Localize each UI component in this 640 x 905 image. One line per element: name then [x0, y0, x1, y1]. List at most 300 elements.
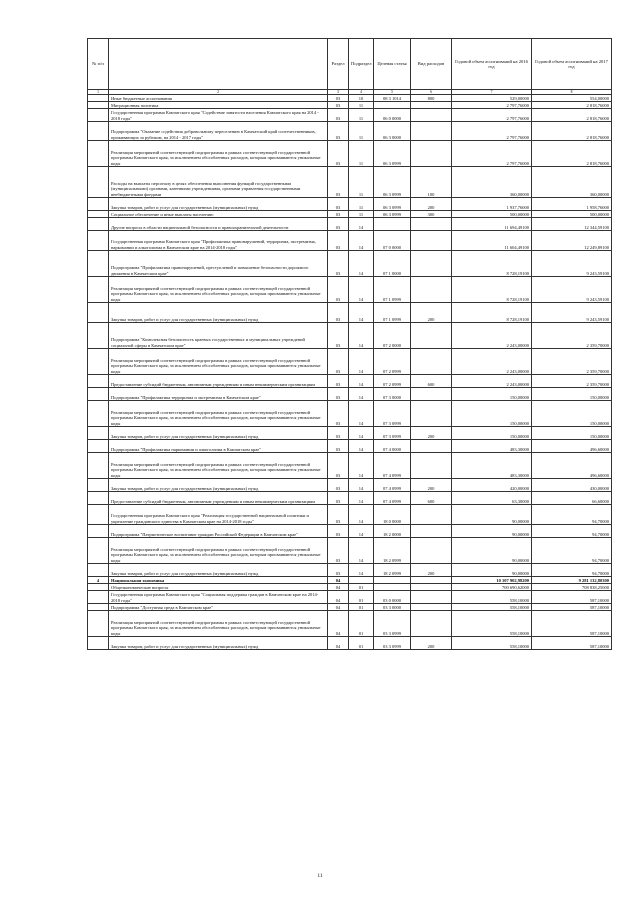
row-target-article-cell: 07 1 0999 [374, 277, 411, 303]
row-amount-2017-cell: 9 281 132,80300 [532, 577, 612, 584]
row-name-cell: Подпрограмма "Комплексная безопасность краевых государственных и муниципальных учреждений социальной сферы в Камчатском крае" [109, 323, 328, 349]
row-amount-2016-cell: 558,10000 [452, 637, 532, 650]
row-subsection-cell: 14 [349, 375, 374, 388]
row-target-article-cell: 06 3 0999 [374, 198, 411, 211]
row-number-cell [88, 95, 109, 102]
row-name-cell: Подпрограмма "Доступная среда в Камчатском крае" [109, 604, 328, 611]
row-subsection-cell: 14 [349, 525, 374, 538]
row-expense-type-cell: 200 [411, 303, 452, 323]
row-section-cell: 03 [328, 401, 349, 427]
table-row [88, 591, 612, 604]
row-subsection-cell: 14 [349, 303, 374, 323]
row-amount-2017-cell: 587,10000 [532, 637, 612, 650]
row-subsection-cell: 11 [349, 102, 374, 109]
table-row [88, 564, 612, 577]
row-amount-2017-cell: 94,70000 [532, 505, 612, 525]
row-amount-2017-cell: 66,60000 [532, 492, 612, 505]
header-cell-expense-type: Вид расходов [411, 39, 452, 90]
row-amount-2016-cell: 2 797,76000 [452, 102, 532, 109]
table-row [88, 95, 612, 102]
row-amount-2017-cell: 2 818,76000 [532, 102, 612, 109]
row-expense-type-cell [411, 122, 452, 141]
row-name-cell: Подпрограмма "Оказание содействия добровольному переселению в Камчатский край соотечественников, проживающих за рубежом, на 2014 - 2017 годы" [109, 122, 328, 141]
row-amount-2016-cell: 529,00000 [452, 95, 532, 102]
row-amount-2017-cell: 9 243,59100 [532, 277, 612, 303]
table-row [88, 141, 612, 167]
row-name-cell: Реализация мероприятий соответствующей подпрограммы в рамках соответствующей государственной программы Камчатского края, за исключением обособленных расходов, которым присваиваются уникальные коды [109, 453, 328, 479]
row-expense-type-cell [411, 611, 452, 637]
row-amount-2016-cell: 63,30000 [452, 492, 532, 505]
row-target-article-cell: 07 3 0000 [374, 388, 411, 401]
row-subsection-cell: 11 [349, 122, 374, 141]
row-subsection-cell: 01 [349, 637, 374, 650]
row-expense-type-cell: 200 [411, 198, 452, 211]
row-target-article-cell: 03 3 0000 [374, 604, 411, 611]
row-amount-2017-cell: 2 359,70000 [532, 349, 612, 375]
row-amount-2016-cell: 90,00000 [452, 525, 532, 538]
row-number-cell [88, 479, 109, 492]
row-expense-type-cell [411, 453, 452, 479]
row-number-cell [88, 218, 109, 231]
table-row [88, 492, 612, 505]
header-cell-amount-2017: Годовой объем ассигнований на 2017 год [532, 39, 612, 90]
row-section-cell: 03 [328, 122, 349, 141]
row-subsection-cell: 14 [349, 479, 374, 492]
row-subsection-cell: 14 [349, 349, 374, 375]
budget-table [87, 38, 612, 650]
row-number-cell [88, 611, 109, 637]
row-target-article-cell: 03 3 0999 [374, 637, 411, 650]
row-amount-2016-cell: 360,00000 [452, 167, 532, 198]
row-number-cell [88, 637, 109, 650]
row-amount-2017-cell: 2 359,70000 [532, 323, 612, 349]
row-subsection-cell: 11 [349, 211, 374, 218]
table-row [88, 198, 612, 211]
table-row [88, 440, 612, 453]
row-amount-2016-cell: 11 604,49100 [452, 231, 532, 251]
row-amount-2016-cell: 10 107 902,98200 [452, 577, 532, 584]
row-name-cell: Реализация мероприятий соответствующей подпрограммы в рамках соответствующей государственной программы Камчатского края, за исключением обособленных расходов, которым присваиваются уникальные коды [109, 141, 328, 167]
row-amount-2017-cell: 500,00000 [532, 211, 612, 218]
row-subsection-cell: 14 [349, 231, 374, 251]
table-body [88, 95, 612, 650]
row-target-article-cell [374, 584, 411, 591]
row-expense-type-cell [411, 525, 452, 538]
header-cell-section: Раздел [328, 39, 349, 90]
column-index-cell: 8 [532, 90, 612, 95]
row-expense-type-cell [411, 109, 452, 122]
row-expense-type-cell: 600 [411, 492, 452, 505]
row-amount-2017-cell: 150,00000 [532, 401, 612, 427]
row-number-cell [88, 323, 109, 349]
row-section-cell: 03 [328, 564, 349, 577]
row-expense-type-cell [411, 323, 452, 349]
row-target-article-cell [374, 218, 411, 231]
row-amount-2016-cell: 2 797,76000 [452, 141, 532, 167]
row-amount-2017-cell: 587,10000 [532, 604, 612, 611]
row-amount-2017-cell: 708 838,25000 [532, 584, 612, 591]
row-section-cell: 03 [328, 427, 349, 440]
row-amount-2016-cell: 558,10000 [452, 604, 532, 611]
row-number-cell [88, 167, 109, 198]
row-subsection-cell: 14 [349, 401, 374, 427]
table-row [88, 538, 612, 564]
row-section-cell: 03 [328, 167, 349, 198]
table-row [88, 102, 612, 109]
row-name-cell: Подпрограмма "Патриотическое воспитание граждан Российской Федерации в Камчатском крае" [109, 525, 328, 538]
row-subsection-cell: 14 [349, 277, 374, 303]
row-expense-type-cell [411, 440, 452, 453]
row-expense-type-cell [411, 604, 452, 611]
row-amount-2017-cell: 496,60000 [532, 453, 612, 479]
table-row [88, 167, 612, 198]
row-amount-2017-cell: 587,10000 [532, 591, 612, 604]
table-row [88, 479, 612, 492]
row-amount-2016-cell: 150,00000 [452, 388, 532, 401]
row-subsection-cell: 14 [349, 251, 374, 277]
table-row [88, 611, 612, 637]
row-target-article-cell: 07 1 0000 [374, 251, 411, 277]
row-name-cell: Подпрограмма "Профилактика наркомании и алкоголизма в Камчатском крае" [109, 440, 328, 453]
header-row [88, 39, 612, 90]
table-row [88, 109, 612, 122]
column-index-cell: 5 [374, 90, 411, 95]
row-section-cell: 03 [328, 453, 349, 479]
row-number-cell [88, 277, 109, 303]
row-number-cell [88, 525, 109, 538]
row-name-cell: Закупка товаров, работ и услуг для государственных (муниципальных) нужд [109, 479, 328, 492]
row-name-cell: Общеэкономические вопросы [109, 584, 328, 591]
row-target-article-cell: 07 3 0999 [374, 427, 411, 440]
row-amount-2016-cell: 90,00000 [452, 538, 532, 564]
row-number-cell [88, 109, 109, 122]
row-amount-2017-cell: 150,00000 [532, 388, 612, 401]
row-amount-2016-cell: 1 937,76000 [452, 198, 532, 211]
row-target-article-cell: 07 2 0999 [374, 375, 411, 388]
row-amount-2017-cell: 12 344,59100 [532, 218, 612, 231]
row-section-cell: 03 [328, 251, 349, 277]
row-amount-2017-cell: 94,70000 [532, 525, 612, 538]
header-cell-target-article: Целевая статья [374, 39, 411, 90]
row-expense-type-cell: 200 [411, 637, 452, 650]
row-amount-2016-cell: 11 694,49100 [452, 218, 532, 231]
row-target-article-cell: 06 3 0999 [374, 167, 411, 198]
row-expense-type-cell [411, 349, 452, 375]
row-target-article-cell: 18 2 0000 [374, 525, 411, 538]
row-subsection-cell: 01 [349, 611, 374, 637]
row-amount-2017-cell: 9 243,59100 [532, 251, 612, 277]
row-expense-type-cell [411, 231, 452, 251]
row-name-cell: Государственная программа Камчатского края "Профилактика правонарушений, терроризма, экстремизма, наркомании и алкоголизма в Камчатском крае на 2014-2018 годы" [109, 231, 328, 251]
row-subsection-cell: 10 [349, 95, 374, 102]
row-amount-2017-cell: 2 818,76000 [532, 141, 612, 167]
row-name-cell: Предоставление субсидий бюджетным, автономным учреждениям и иным некоммерческим организациям [109, 375, 328, 388]
row-expense-type-cell [411, 505, 452, 525]
row-name-cell: Закупка товаров, работ и услуг для государственных (муниципальных) нужд [109, 303, 328, 323]
row-section-cell: 04 [328, 611, 349, 637]
row-amount-2017-cell: 554,00000 [532, 95, 612, 102]
row-expense-type-cell [411, 102, 452, 109]
table-row [88, 453, 612, 479]
row-name-cell: Реализация мероприятий соответствующей подпрограммы в рамках соответствующей государственной программы Камчатского края, за исключением обособленных расходов, которым присваиваются уникальные коды [109, 277, 328, 303]
row-subsection-cell: 14 [349, 218, 374, 231]
row-amount-2016-cell: 420,00000 [452, 479, 532, 492]
row-number-cell [88, 122, 109, 141]
row-expense-type-cell [411, 591, 452, 604]
row-expense-type-cell [411, 218, 452, 231]
row-subsection-cell: 11 [349, 198, 374, 211]
row-section-cell: 03 [328, 349, 349, 375]
row-amount-2017-cell: 9 243,59100 [532, 303, 612, 323]
row-section-cell: 03 [328, 538, 349, 564]
row-section-cell: 03 [328, 277, 349, 303]
row-name-cell: Реализация мероприятий соответствующей подпрограммы в рамках соответствующей государственной программы Камчатского края, за исключением обособленных расходов, которым присваиваются уникальные коды [109, 538, 328, 564]
row-section-cell: 03 [328, 525, 349, 538]
table-row [88, 303, 612, 323]
table-row [88, 577, 612, 584]
row-amount-2017-cell: 360,00000 [532, 167, 612, 198]
row-name-cell: Подпрограмма "Профилактика правонарушений, преступлений и повышение безопасности дорожного движения в Камчатском крае" [109, 251, 328, 277]
table-row [88, 323, 612, 349]
row-amount-2017-cell: 1 958,76000 [532, 198, 612, 211]
row-subsection-cell: 14 [349, 505, 374, 525]
row-amount-2016-cell: 500,00000 [452, 211, 532, 218]
row-section-cell: 03 [328, 505, 349, 525]
row-name-cell: Закупка товаров, работ и услуг для государственных (муниципальных) нужд [109, 198, 328, 211]
row-section-cell: 03 [328, 479, 349, 492]
header-cell-subsection: Подраздел [349, 39, 374, 90]
row-amount-2016-cell: 483,30000 [452, 453, 532, 479]
row-expense-type-cell [411, 584, 452, 591]
row-section-cell: 03 [328, 211, 349, 218]
row-name-cell: Реализация мероприятий соответствующей подпрограммы в рамках соответствующей государственной программы Камчатского края, за исключением обособленных расходов, которым присваиваются уникальные коды [109, 611, 328, 637]
row-amount-2016-cell: 2 797,76000 [452, 122, 532, 141]
row-target-article-cell: 08 3 1014 [374, 95, 411, 102]
row-section-cell: 03 [328, 231, 349, 251]
row-number-cell [88, 231, 109, 251]
row-amount-2017-cell: 94,70000 [532, 538, 612, 564]
row-amount-2017-cell: 496,60000 [532, 440, 612, 453]
row-number-cell [88, 604, 109, 611]
row-expense-type-cell [411, 141, 452, 167]
row-section-cell: 04 [328, 637, 349, 650]
row-number-cell [88, 440, 109, 453]
row-target-article-cell: 07 4 0999 [374, 479, 411, 492]
row-amount-2017-cell: 587,10000 [532, 611, 612, 637]
row-target-article-cell: 06 0 0000 [374, 109, 411, 122]
row-section-cell: 03 [328, 303, 349, 323]
row-name-cell: Закупка товаров, работ и услуг для государственных (муниципальных) нужд [109, 637, 328, 650]
row-subsection-cell: 14 [349, 453, 374, 479]
row-section-cell: 03 [328, 388, 349, 401]
row-name-cell: Государственная программа Камчатского края "Содействие занятости населения Камчатского края на 2014 - 2018 годы" [109, 109, 328, 122]
row-subsection-cell: 01 [349, 584, 374, 591]
row-section-cell: 03 [328, 375, 349, 388]
column-index-cell: 3 [328, 90, 349, 95]
row-amount-2017-cell: 430,00000 [532, 479, 612, 492]
row-subsection-cell: 01 [349, 604, 374, 611]
row-number-cell [88, 141, 109, 167]
row-amount-2016-cell: 2 797,76000 [452, 109, 532, 122]
row-subsection-cell: 14 [349, 427, 374, 440]
row-number-cell [88, 453, 109, 479]
row-section-cell: 03 [328, 492, 349, 505]
table-row [88, 349, 612, 375]
row-name-cell: Государственная программа Камчатского края "Реализация государственной национальной политики и укрепление гражданского единства в Камчатском крае на 2014-2018 годы" [109, 505, 328, 525]
row-target-article-cell: 03 3 0999 [374, 611, 411, 637]
row-name-cell: Расходы на выплаты персоналу в целях обеспечения выполнения функций государственными (муниципальными) органами, казенными учреждениями, органами управления государственными внебюджетными фондами [109, 167, 328, 198]
column-index-cell: 6 [411, 90, 452, 95]
row-number-cell [88, 388, 109, 401]
row-section-cell: 03 [328, 109, 349, 122]
row-name-cell: Национальная экономика [109, 577, 328, 584]
row-subsection-cell: 11 [349, 167, 374, 198]
row-target-article-cell: 07 4 0999 [374, 492, 411, 505]
row-name-cell: Миграционная политика [109, 102, 328, 109]
row-target-article-cell: 07 1 0999 [374, 303, 411, 323]
row-subsection-cell: 14 [349, 440, 374, 453]
header-cell-amount-2016: Годовой объем ассигнований на 2016 год [452, 39, 532, 90]
row-section-cell: 03 [328, 198, 349, 211]
row-number-cell [88, 102, 109, 109]
table-row [88, 277, 612, 303]
row-target-article-cell: 07 3 0999 [374, 401, 411, 427]
row-amount-2017-cell: 2 818,76000 [532, 109, 612, 122]
row-amount-2017-cell: 94,70000 [532, 564, 612, 577]
row-target-article-cell: 07 2 0000 [374, 323, 411, 349]
row-number-cell [88, 401, 109, 427]
row-name-cell: Предоставление субсидий бюджетным, автономным учреждениям и иным некоммерческим организациям [109, 492, 328, 505]
row-target-article-cell: 07 4 0999 [374, 453, 411, 479]
row-expense-type-cell: 600 [411, 375, 452, 388]
row-expense-type-cell: 200 [411, 479, 452, 492]
row-amount-2016-cell: 150,00000 [452, 427, 532, 440]
row-number-cell [88, 349, 109, 375]
row-amount-2017-cell: 2 818,76000 [532, 122, 612, 141]
row-expense-type-cell [411, 577, 452, 584]
row-section-cell: 03 [328, 95, 349, 102]
table-row [88, 637, 612, 650]
row-amount-2016-cell: 90,00000 [452, 564, 532, 577]
table-row [88, 604, 612, 611]
table-row [88, 505, 612, 525]
row-subsection-cell: 14 [349, 492, 374, 505]
row-subsection-cell [349, 577, 374, 584]
row-target-article-cell: 07 0 0000 [374, 231, 411, 251]
row-expense-type-cell [411, 388, 452, 401]
row-subsection-cell: 11 [349, 109, 374, 122]
row-subsection-cell: 14 [349, 564, 374, 577]
table-row [88, 231, 612, 251]
row-target-article-cell: 06 3 0999 [374, 211, 411, 218]
row-name-cell: Социальное обеспечение и иные выплаты населению [109, 211, 328, 218]
row-section-cell: 04 [328, 584, 349, 591]
row-number-cell [88, 251, 109, 277]
table-row [88, 427, 612, 440]
row-section-cell: 04 [328, 591, 349, 604]
row-amount-2016-cell: 700 690,62000 [452, 584, 532, 591]
row-name-cell: Подпрограмма "Профилактика терроризма и экстремизма в Камчатском крае" [109, 388, 328, 401]
row-expense-type-cell: 200 [411, 427, 452, 440]
row-expense-type-cell [411, 251, 452, 277]
row-amount-2016-cell: 150,00000 [452, 401, 532, 427]
row-target-article-cell: 07 2 0999 [374, 349, 411, 375]
row-section-cell: 03 [328, 440, 349, 453]
row-amount-2017-cell: 150,00000 [532, 427, 612, 440]
table-row [88, 401, 612, 427]
row-number-cell [88, 198, 109, 211]
column-index-cell: 2 [109, 90, 328, 95]
row-subsection-cell: 14 [349, 323, 374, 349]
row-expense-type-cell: 100 [411, 167, 452, 198]
row-target-article-cell: 03 0 0000 [374, 591, 411, 604]
row-expense-type-cell: 200 [411, 564, 452, 577]
row-target-article-cell: 18 2 0999 [374, 538, 411, 564]
column-index-cell: 7 [452, 90, 532, 95]
row-amount-2016-cell: 558,10000 [452, 611, 532, 637]
row-name-cell: Государственная программа Камчатского края "Социальная поддержка граждан в Камчатском крае на 2014-2018 годы" [109, 591, 328, 604]
row-number-cell [88, 505, 109, 525]
table-row [88, 375, 612, 388]
row-amount-2016-cell: 90,00000 [452, 505, 532, 525]
row-name-cell: Закупка товаров, работ и услуг для государственных (муниципальных) нужд [109, 427, 328, 440]
row-number-cell [88, 584, 109, 591]
row-name-cell: Реализация мероприятий соответствующей подпрограммы в рамках соответствующей государственной программы Камчатского края, за исключением обособленных расходов, которым присваиваются уникальные коды [109, 349, 328, 375]
row-amount-2016-cell: 8 728,19100 [452, 277, 532, 303]
row-target-article-cell: 18 0 0000 [374, 505, 411, 525]
row-amount-2017-cell: 12 249,89100 [532, 231, 612, 251]
column-index-cell: 4 [349, 90, 374, 95]
row-target-article-cell: 07 4 0000 [374, 440, 411, 453]
row-target-article-cell [374, 102, 411, 109]
table-row [88, 251, 612, 277]
row-expense-type-cell [411, 277, 452, 303]
row-section-cell: 03 [328, 323, 349, 349]
row-amount-2017-cell: 2 359,70000 [532, 375, 612, 388]
row-expense-type-cell: 300 [411, 211, 452, 218]
row-section-cell: 03 [328, 141, 349, 167]
row-amount-2016-cell: 483,30000 [452, 440, 532, 453]
row-target-article-cell: 06 3 0000 [374, 122, 411, 141]
row-amount-2016-cell: 2 243,00000 [452, 323, 532, 349]
row-expense-type-cell [411, 538, 452, 564]
row-name-cell: Реализация мероприятий соответствующей подпрограммы в рамках соответствующей государственной программы Камчатского края, за исключением обособленных расходов, которым присваиваются уникальные коды [109, 401, 328, 427]
row-number-cell [88, 538, 109, 564]
row-target-article-cell: 18 2 0999 [374, 564, 411, 577]
row-number-cell [88, 211, 109, 218]
row-amount-2016-cell: 8 728,19100 [452, 303, 532, 323]
row-subsection-cell: 11 [349, 141, 374, 167]
table-row [88, 211, 612, 218]
row-section-cell: 03 [328, 102, 349, 109]
row-number-cell [88, 591, 109, 604]
row-number-cell: 4 [88, 577, 109, 584]
row-name-cell: Закупка товаров, работ и услуг для государственных (муниципальных) нужд [109, 564, 328, 577]
row-target-article-cell [374, 577, 411, 584]
row-amount-2016-cell: 558,10000 [452, 591, 532, 604]
row-amount-2016-cell: 2 243,00000 [452, 349, 532, 375]
row-expense-type-cell [411, 401, 452, 427]
page-number: 11 [317, 873, 323, 879]
row-subsection-cell: 14 [349, 538, 374, 564]
row-target-article-cell: 06 3 0999 [374, 141, 411, 167]
row-section-cell: 03 [328, 218, 349, 231]
row-subsection-cell: 01 [349, 591, 374, 604]
row-expense-type-cell: 800 [411, 95, 452, 102]
row-number-cell [88, 564, 109, 577]
row-number-cell [88, 303, 109, 323]
row-section-cell: 04 [328, 577, 349, 584]
